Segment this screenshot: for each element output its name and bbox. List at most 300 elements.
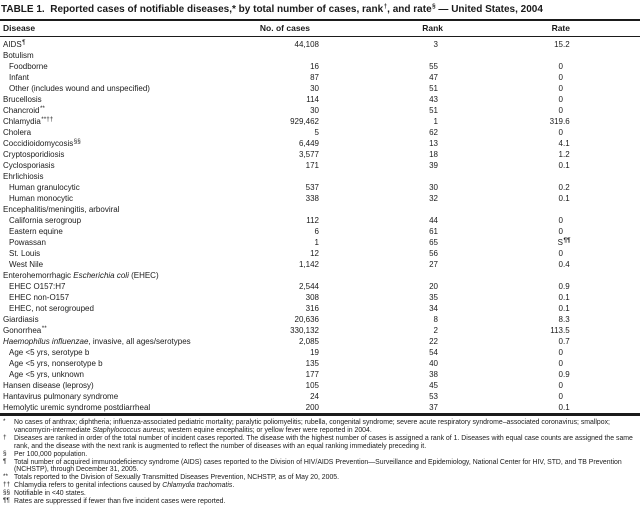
disease-name-text: Hansen disease (leprosy) <box>3 381 94 390</box>
disease-name-cell <box>0 259 250 270</box>
rate-cell <box>443 314 640 325</box>
rate-decimal <box>563 105 577 116</box>
disease-name-text: (EHEC) <box>128 271 159 280</box>
rank-cell: 34 <box>429 304 438 313</box>
rate-cell <box>443 248 640 259</box>
table-header-row <box>0 21 640 36</box>
column-header-disease: Disease <box>3 23 36 33</box>
disease-name-cell <box>0 292 250 303</box>
disease-name-text: Botulism <box>3 51 34 60</box>
rate-decimal: .2 <box>563 183 570 192</box>
rate-cell <box>443 380 640 391</box>
rate-cell <box>443 160 640 171</box>
table-title <box>0 0 640 19</box>
cases-cell: 105 <box>305 381 319 390</box>
rate-integer: 0 <box>558 84 563 93</box>
rate-integer: 0 <box>558 73 563 82</box>
disease-name-cell <box>0 182 250 193</box>
cases-cell: 19 <box>310 348 319 357</box>
footnote-marker: § <box>3 449 7 457</box>
rank-cell: 45 <box>429 381 438 390</box>
disease-name-text: Chancroid <box>3 106 40 115</box>
rate-integer: 0 <box>558 62 563 71</box>
disease-name-cell <box>0 347 250 358</box>
disease-name-cell <box>0 105 250 116</box>
column-header-rate: Rate <box>551 23 570 33</box>
rate-cell <box>443 127 640 138</box>
rank-cell: 27 <box>429 260 438 269</box>
disease-name-text: Age <5 yrs, nonserotype b <box>9 359 103 368</box>
footnote <box>1 419 638 435</box>
footnote-text: Total number of acquired immunodeficiency syndrome (AIDS) cases reported to the Division of HIV/AIDS Prevention—Surveillance and Epidemiology, National Center for HIV, STD, and TB Prevention (NCHSTP), through December 31, 2005. <box>14 458 622 474</box>
footnote <box>1 451 638 459</box>
cases-cell: 308 <box>305 293 319 302</box>
table-row <box>0 270 640 281</box>
disease-name-text: Cholera <box>3 128 32 137</box>
table-row <box>0 292 640 303</box>
footnote-marker: † <box>3 433 7 441</box>
disease-name-cell <box>0 281 250 292</box>
disease-name-text: Hemolytic uremic syndrome postdiarrheal <box>3 403 151 412</box>
cases-cell: 112 <box>306 216 319 225</box>
footnote-text <box>14 498 638 506</box>
rank-cell <box>319 171 443 182</box>
cases-cell: 24 <box>310 392 319 401</box>
rate-integer: 4 <box>558 139 563 148</box>
rate-cell <box>443 193 640 204</box>
disease-name-text: EHEC, not serogrouped <box>9 304 94 313</box>
disease-name-text: West Nile <box>9 260 44 269</box>
disease-name-cell <box>0 270 250 281</box>
disease-name-text: Hantavirus pulmonary syndrome <box>3 392 119 401</box>
rate-decimal <box>563 204 577 215</box>
disease-name-text: Infant <box>9 73 30 82</box>
table-row <box>0 39 640 50</box>
disease-name-marker: ** <box>41 325 47 332</box>
rate-integer <box>443 50 563 61</box>
rate-decimal: .1 <box>563 161 570 170</box>
disease-name-text: Giardiasis <box>3 315 39 324</box>
disease-name-cell <box>0 193 250 204</box>
footnote-text <box>14 451 638 459</box>
rate-decimal: .7 <box>563 337 570 346</box>
table-row <box>0 116 640 127</box>
table-row <box>0 369 640 380</box>
footnote-text <box>14 419 638 435</box>
rank-cell: 51 <box>429 84 438 93</box>
cases-cell: 2,544 <box>298 282 319 291</box>
rate-cell <box>443 171 640 182</box>
rate-decimal: .6 <box>563 117 570 126</box>
title-text: — United States, 2004 <box>435 4 543 15</box>
disease-name-cell <box>0 215 250 226</box>
disease-name-cell <box>0 116 250 127</box>
rate-cell <box>443 116 640 127</box>
rate-decimal: .1 <box>563 403 570 412</box>
rank-cell: 18 <box>429 150 438 159</box>
cases-cell: 177 <box>305 370 319 379</box>
rate-decimal <box>563 171 577 182</box>
footnote <box>1 482 638 490</box>
table-row <box>0 237 640 248</box>
disease-name-cell <box>0 61 250 72</box>
rate-decimal: .1 <box>563 293 570 302</box>
rank-cell: 32 <box>429 194 438 203</box>
rate-integer: 0 <box>558 216 563 225</box>
rate-integer: 0 <box>558 161 563 170</box>
rate-decimal: .4 <box>563 260 570 269</box>
table-row <box>0 248 640 259</box>
rate-cell <box>443 215 640 226</box>
rank-cell: 61 <box>429 227 438 236</box>
rate-integer: 0 <box>558 348 563 357</box>
rate-integer: S <box>557 238 563 247</box>
rate-decimal <box>563 380 577 391</box>
table-row <box>0 83 640 94</box>
footnote-text: Diseases are ranked in order of the total number of incident cases reported. The disease with the highest number of cases is assigned a rank of 1. Diseases with equal case counts are assigned the same rank, and the disease with the next rank is augmented to reflect the number of diseases with an equal ranking immediately preceding it. <box>14 434 633 450</box>
cases-cell: 200 <box>305 403 319 412</box>
rank-cell: 56 <box>429 249 438 258</box>
table-row <box>0 182 640 193</box>
disease-name-cell <box>0 149 250 160</box>
cases-cell: 5 <box>314 128 319 137</box>
disease-name-cell <box>0 369 250 380</box>
table-row <box>0 171 640 182</box>
table-row <box>0 61 640 72</box>
footnote-text: ; western equine encephalitis; or yellow fever were reported in 2004. <box>163 426 372 434</box>
rank-cell: 30 <box>429 183 438 192</box>
cases-cell: 114 <box>306 95 319 104</box>
rate-decimal <box>563 391 577 402</box>
table-row <box>0 325 640 336</box>
cases-cell: 44,108 <box>294 40 319 49</box>
footnote-text <box>14 474 638 482</box>
rate-integer: 0 <box>558 359 563 368</box>
rate-cell <box>443 72 640 83</box>
table-row <box>0 303 640 314</box>
rate-decimal <box>563 215 577 226</box>
table-row <box>0 149 640 160</box>
table-row <box>0 94 640 105</box>
footnote-text: No cases of anthrax; diphtheria; influenza-associated pediatric mortality; paralytic poliomyelitis; rubella, congenital syndrome; severe acute respiratory syndrome–associated coronavirus; smallpox; vancomycin-intermediate <box>14 419 610 434</box>
disease-name-cell <box>0 402 250 413</box>
rate-integer: 0 <box>558 282 563 291</box>
rate-cell <box>443 237 640 248</box>
rate-cell <box>443 259 640 270</box>
rank-cell: 1 <box>433 117 438 126</box>
disease-name-text: Gonorrhea <box>3 326 42 335</box>
rate-integer <box>443 171 563 182</box>
table-row <box>0 105 640 116</box>
disease-name-cell <box>0 160 250 171</box>
table-row <box>0 72 640 83</box>
cases-cell: 1,142 <box>298 260 319 269</box>
table-row <box>0 281 640 292</box>
rate-cell <box>443 94 640 105</box>
table-row <box>0 347 640 358</box>
rate-integer: 0 <box>558 370 563 379</box>
cases-cell: 929,462 <box>290 117 319 126</box>
rank-cell: 54 <box>429 348 438 357</box>
footnote-marker: ** <box>3 473 8 481</box>
rank-cell: 43 <box>429 95 438 104</box>
footnote-text: . <box>232 482 235 490</box>
cases-cell: 6,449 <box>298 139 319 148</box>
disease-name-cell <box>0 94 250 105</box>
footnote-text: Per 100,000 population. <box>14 450 88 458</box>
rate-cell <box>443 325 640 336</box>
rate-decimal <box>563 347 577 358</box>
disease-name-cell <box>0 336 250 347</box>
rate-decimal: .1 <box>563 194 570 203</box>
rate-integer <box>443 204 563 215</box>
disease-name-text: Ehrlichiosis <box>3 172 44 181</box>
cases-cell: 20,636 <box>294 315 319 324</box>
rate-suppressed-marker: ¶¶ <box>563 236 571 244</box>
disease-name-text: Enterohemorrhagic <box>3 271 74 280</box>
disease-name-text: Escherichia coli <box>73 271 129 280</box>
cases-cell: 338 <box>305 194 319 203</box>
footnote-text: Rates are suppressed if fewer than five incident cases were reported. <box>14 498 226 506</box>
rate-decimal: .9 <box>563 282 570 291</box>
rank-cell: 8 <box>433 315 438 324</box>
cases-cell <box>250 50 319 61</box>
rate-cell <box>443 182 640 193</box>
table-row <box>0 138 640 149</box>
table-row <box>0 391 640 402</box>
disease-name-cell <box>0 171 250 182</box>
rate-cell <box>443 358 640 369</box>
cases-cell: 87 <box>310 73 319 82</box>
footnote <box>1 435 638 451</box>
disease-name-text: Human granulocytic <box>9 183 80 192</box>
disease-name-cell <box>0 314 250 325</box>
rate-decimal <box>563 127 577 138</box>
disease-name-text: Brucellosis <box>3 95 42 104</box>
disease-name-text: Age <5 yrs, serotype b <box>9 348 90 357</box>
disease-name-text: Human monocytic <box>9 194 74 203</box>
disease-name-cell <box>0 303 250 314</box>
cases-cell: 6 <box>314 227 319 236</box>
disease-name-cell <box>0 380 250 391</box>
rank-cell: 35 <box>429 293 438 302</box>
cases-cell: 30 <box>310 84 319 93</box>
disease-name-cell <box>0 138 250 149</box>
table-row <box>0 259 640 270</box>
disease-name-cell <box>0 72 250 83</box>
table-row <box>0 226 640 237</box>
rate-decimal <box>563 237 577 248</box>
disease-name-cell <box>0 127 250 138</box>
cases-cell: 316 <box>305 304 319 313</box>
rate-integer <box>443 270 563 281</box>
rate-cell <box>443 226 640 237</box>
rate-cell <box>443 281 640 292</box>
footnote <box>1 490 638 498</box>
rate-cell <box>443 402 640 413</box>
disease-name-text: Eastern equine <box>9 227 63 236</box>
footnote-marker: §§ <box>3 489 11 497</box>
rate-decimal <box>563 358 577 369</box>
rate-cell <box>443 270 640 281</box>
disease-name-marker: §§ <box>73 138 81 145</box>
disease-name-marker: ** <box>39 105 45 112</box>
disease-name-marker: **†† <box>41 116 54 123</box>
rank-cell: 62 <box>429 128 438 137</box>
table-row <box>0 127 640 138</box>
rank-cell: 55 <box>429 62 438 71</box>
rate-integer: 0 <box>558 95 563 104</box>
rate-integer: 0 <box>558 227 563 236</box>
rate-decimal <box>563 61 577 72</box>
footnotes <box>0 416 640 506</box>
rank-cell: 65 <box>429 238 438 247</box>
disease-name-marker: ¶ <box>22 39 26 46</box>
rate-integer: 15 <box>554 40 563 49</box>
disease-name-cell <box>0 204 250 215</box>
cases-cell: 16 <box>310 62 319 71</box>
rate-cell <box>443 391 640 402</box>
rate-decimal <box>563 94 577 105</box>
disease-name-text: Powassan <box>9 238 46 247</box>
rate-cell <box>443 105 640 116</box>
cases-cell: 537 <box>305 183 319 192</box>
rate-integer: 0 <box>558 403 563 412</box>
rate-integer: 0 <box>558 194 563 203</box>
disease-name-cell <box>0 248 250 259</box>
rank-cell: 13 <box>429 139 438 148</box>
table-row <box>0 336 640 347</box>
table-row <box>0 380 640 391</box>
rate-decimal: .9 <box>563 370 570 379</box>
footnote-marker: †† <box>3 481 11 489</box>
rate-decimal <box>563 50 577 61</box>
cases-cell <box>250 171 319 182</box>
rate-cell <box>443 83 640 94</box>
table-row <box>0 160 640 171</box>
title-marker: § <box>432 3 436 11</box>
title-text: , and rate <box>387 4 432 15</box>
table-row <box>0 193 640 204</box>
cases-cell: 3,577 <box>298 150 319 159</box>
table-row <box>0 358 640 369</box>
disease-name-text: EHEC non-O157 <box>9 293 70 302</box>
rank-cell: 47 <box>429 73 438 82</box>
disease-name-text: Encephalitis/meningitis, arboviral <box>3 205 120 214</box>
rank-cell: 40 <box>429 359 438 368</box>
cases-cell: 12 <box>310 249 319 258</box>
cases-cell: 30 <box>310 106 319 115</box>
footnote-marker: * <box>3 418 6 425</box>
footnote <box>1 474 638 482</box>
rank-cell <box>319 270 443 281</box>
rate-decimal <box>563 226 577 237</box>
rank-cell <box>319 204 443 215</box>
disease-name-text: Other (includes wound and unspecified) <box>9 84 150 93</box>
rank-cell: 53 <box>429 392 438 401</box>
rate-integer: 0 <box>558 249 563 258</box>
table-row <box>0 50 640 61</box>
footnote-text: Chlamydia refers to genital infections caused by <box>14 482 163 490</box>
disease-name-cell <box>0 237 250 248</box>
cases-cell: 2,085 <box>298 337 319 346</box>
cases-cell <box>250 204 319 215</box>
footnote-text: Totals reported to the Division of Sexually Transmitted Diseases Prevention, NCHSTP, as of May 20, 2005. <box>14 474 340 482</box>
disease-name-text: Coccidioidomycosis <box>3 139 74 148</box>
disease-name-text: Cyclosporiasis <box>3 161 55 170</box>
footnote-marker: ¶¶ <box>3 497 10 505</box>
disease-name-text: EHEC O157:H7 <box>9 282 66 291</box>
rate-integer: 113 <box>550 326 563 335</box>
disease-name-text: Chlamydia <box>3 117 41 126</box>
disease-name-cell <box>0 39 250 50</box>
column-header-rank: Rank <box>422 23 443 33</box>
disease-name-text: Age <5 yrs, unknown <box>9 370 84 379</box>
column-header-cases: No. of cases <box>259 23 310 33</box>
rate-integer: 0 <box>558 337 563 346</box>
rate-cell <box>443 336 640 347</box>
disease-name-cell <box>0 50 250 61</box>
rank-cell: 3 <box>433 40 438 49</box>
footnote-marker: ¶ <box>3 457 7 465</box>
rate-cell <box>443 292 640 303</box>
title-marker: † <box>383 3 388 11</box>
rate-decimal: .2 <box>563 150 570 159</box>
rank-cell: 44 <box>429 216 438 225</box>
disease-name-cell <box>0 325 250 336</box>
rank-cell: 39 <box>429 161 438 170</box>
table-row <box>0 215 640 226</box>
rate-integer: 0 <box>558 304 563 313</box>
disease-name-cell <box>0 83 250 94</box>
rate-integer: 319 <box>549 117 563 126</box>
footnote <box>1 459 638 475</box>
rate-integer: 8 <box>558 315 563 324</box>
disease-name-cell <box>0 391 250 402</box>
footnote-text <box>14 482 638 490</box>
rate-cell <box>443 204 640 215</box>
rate-decimal: .5 <box>563 326 570 335</box>
disease-table-body <box>0 37 640 416</box>
rate-cell <box>443 303 640 314</box>
rank-cell: 37 <box>429 403 438 412</box>
disease-name-text: , invasive, all ages/serotypes <box>88 337 191 346</box>
rate-integer: 0 <box>558 260 563 269</box>
rate-cell <box>443 138 640 149</box>
disease-name-text: California serogroup <box>9 216 82 225</box>
rank-cell: 2 <box>433 326 438 335</box>
rate-integer: 0 <box>558 106 563 115</box>
cases-cell: 330,132 <box>290 326 319 335</box>
rate-decimal <box>563 248 577 259</box>
rate-decimal <box>563 72 577 83</box>
footnote <box>1 498 638 506</box>
footnote-text <box>14 490 638 498</box>
disease-name-text: Foodborne <box>9 62 48 71</box>
disease-name-text: AIDS <box>3 40 22 49</box>
rank-cell: 20 <box>429 282 438 291</box>
footnote-text: Chlamydia trachomatis <box>162 482 233 490</box>
cases-cell <box>250 270 319 281</box>
rate-integer: 0 <box>558 293 563 302</box>
rate-integer: 1 <box>558 150 563 159</box>
footnote-text <box>14 435 638 451</box>
disease-name-cell <box>0 226 250 237</box>
cases-cell: 135 <box>305 359 319 368</box>
rate-cell <box>443 50 640 61</box>
table-row <box>0 204 640 215</box>
rank-cell: 38 <box>429 370 438 379</box>
